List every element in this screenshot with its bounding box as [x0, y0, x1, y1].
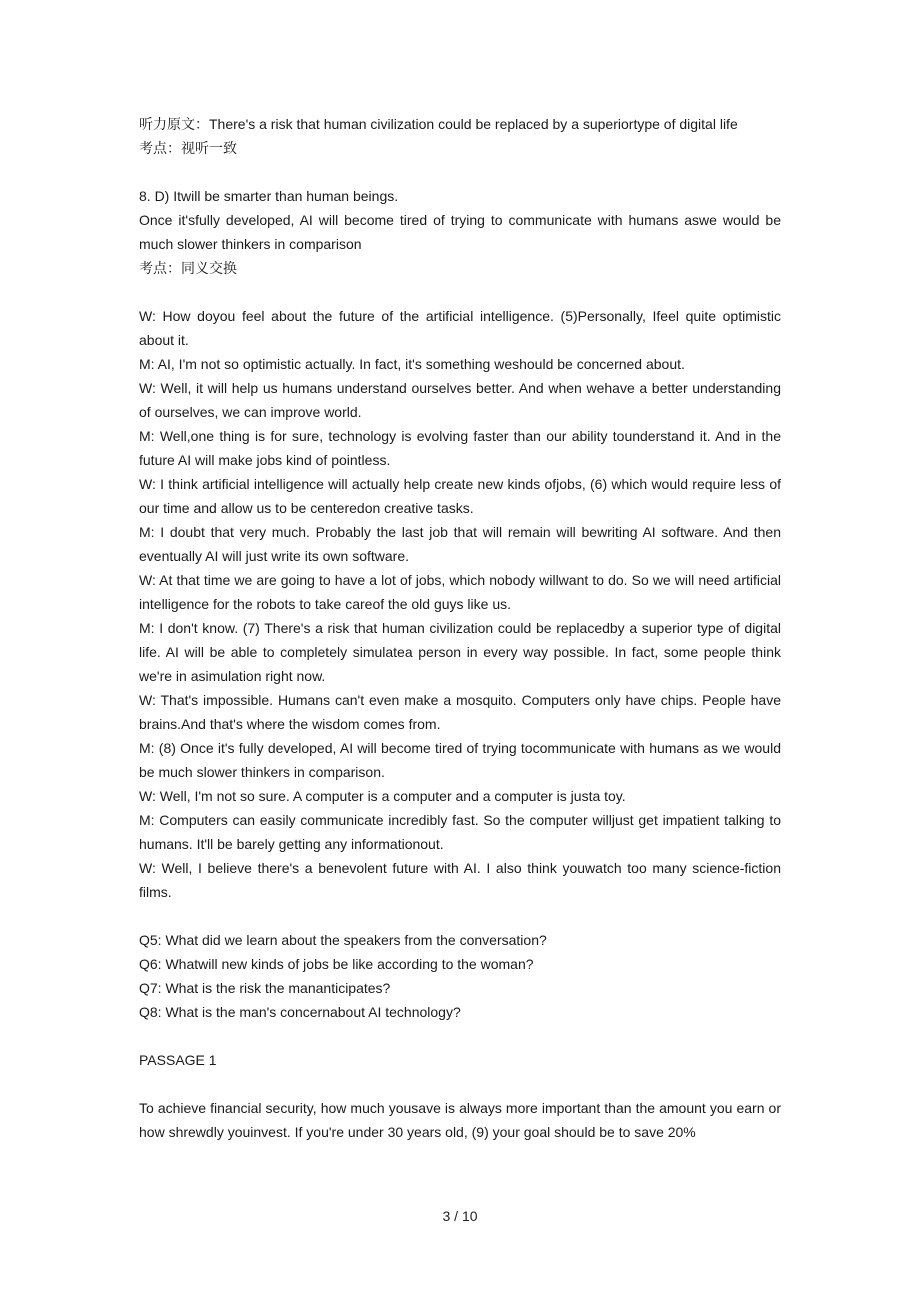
dialogue-line: W: Well, I'm not so sure. A computer is a computer and a computer is justa toy.: [139, 788, 626, 804]
page-content: [139, 112, 781, 1144]
dialogue-line: M: Computers can easily communicate incredibly fast. So the computer willjust get impatient talking to humans. It'll be barely getting any informationout.: [139, 812, 781, 852]
question-line: Q5: What did we learn about the speakers from the conversation?: [139, 932, 547, 948]
spacer: [139, 1024, 781, 1048]
dialogue-line: M: I don't know. (7) There's a risk that human civilization could be replacedby a superior type of digital life. AI will be able to completely simulatea person in every way possible. In fact, some people think we're in asimulation right now.: [139, 620, 781, 684]
spacer: [139, 280, 781, 304]
dialogue-line: M: (8) Once it's fully developed, AI will become tired of trying tocommunicate with humans as we would be much slower thinkers in comparison.: [139, 740, 781, 780]
transcript-line: 听力原文：There's a risk that human civilization could be replaced by a superiortype of digital life: [139, 116, 738, 132]
page-number: 3 / 10: [442, 1208, 478, 1224]
dialogue-line: W: Well, it will help us humans understand ourselves better. And when wehave a better understanding of ourselves, we can improve world.: [139, 380, 781, 420]
answer-explanation: Once it'sfully developed, AI will become tired of trying to communicate with humans aswe would be much slower thinkers in comparison: [139, 212, 781, 252]
question-line: Q8: What is the man's concernabout AI technology?: [139, 1004, 461, 1020]
dialogue-line: M: I doubt that very much. Probably the last job that will remain will bewriting AI software. And then eventually AI will just write its own software.: [139, 524, 781, 564]
dialogue-line: W: How doyou feel about the future of the artificial intelligence. (5)Personally, Ifeel quite optimistic about it.: [139, 308, 781, 348]
dialogue-line: W: I think artificial intelligence will actually help create new kinds ofjobs, (6) which would require less of our time and allow us to be centeredon creative tasks.: [139, 476, 781, 516]
spacer: [139, 904, 781, 928]
question-line: Q7: What is the risk the mananticipates?: [139, 980, 391, 996]
spacer: [139, 160, 781, 184]
passage-heading: PASSAGE 1: [139, 1052, 217, 1068]
dialogue-line: W: At that time we are going to have a lot of jobs, which nobody willwant to do. So we will need artificial intelligence for the robots to take careof the old guys like us.: [139, 572, 781, 612]
dialogue-line: M: Well,one thing is for sure, technology is evolving faster than our ability tounderstand it. And in the future AI will make jobs kind of pointless.: [139, 428, 781, 468]
passage-text: To achieve financial security, how much yousave is always more important than the amount you earn or how shrewdly youinvest. If you're under 30 years old, (9) your goal should be to save 20%: [139, 1100, 781, 1140]
dialogue-line: W: Well, I believe there's a benevolent future with AI. I also think youwatch too many science-fiction films.: [139, 860, 781, 900]
spacer: [139, 1072, 781, 1096]
test-point-line: 考点：同义交换: [139, 260, 237, 276]
test-point-line: 考点：视听一致: [139, 140, 237, 156]
dialogue-line: M: AI, I'm not so optimistic actually. In fact, it's something weshould be concerned about.: [139, 356, 685, 372]
dialogue-line: W: That's impossible. Humans can't even make a mosquito. Computers only have chips. People have brains.And that's where the wisdom comes from.: [139, 692, 781, 732]
question-line: Q6: Whatwill new kinds of jobs be like according to the woman?: [139, 956, 534, 972]
answer-line: 8. D) Itwill be smarter than human beings.: [139, 188, 399, 204]
